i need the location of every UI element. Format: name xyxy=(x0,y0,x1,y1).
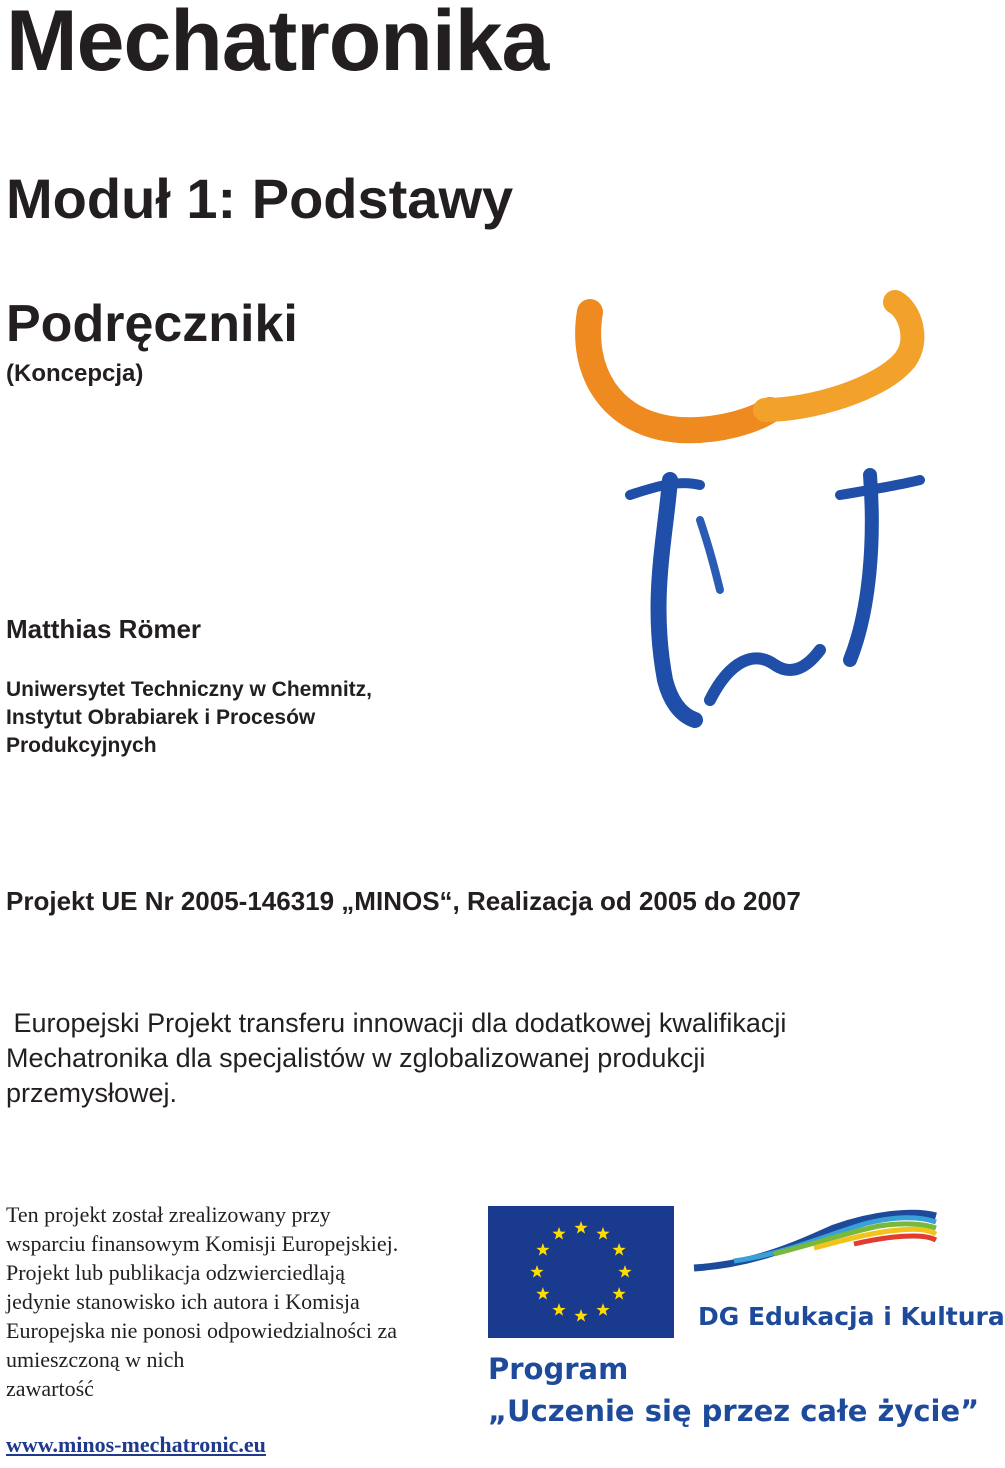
project-number: Projekt UE Nr 2005-146319 „MINOS“, Realizacja od 2005 do 2007 xyxy=(6,886,801,916)
logo-stroke-eye xyxy=(700,520,720,590)
disclaimer-line: jedynie stanowisko ich autora i Komisja xyxy=(6,1289,360,1314)
bull-head-logo xyxy=(570,280,950,740)
program-name: „Uczenie się przez całe życie” xyxy=(488,1394,980,1428)
disclaimer-line: zawartość xyxy=(6,1376,94,1401)
website-link[interactable]: www.minos-mechatronic.eu xyxy=(6,1432,266,1457)
project-description xyxy=(6,1006,906,1111)
manuals-heading: Podręczniki xyxy=(6,295,298,353)
logo-stroke-mouth xyxy=(710,650,820,700)
description-line: przemysłowej. xyxy=(6,1078,178,1108)
logo-stroke-right-brow xyxy=(840,480,920,495)
disclaimer-line: umieszczoną w nich xyxy=(6,1347,185,1372)
concept-subtitle: (Koncepcja) xyxy=(6,360,144,387)
program-label: Program xyxy=(488,1352,629,1386)
institution xyxy=(6,676,372,760)
institution-line: Uniwersytet Techniczny w Chemnitz, xyxy=(6,678,373,701)
logo-horn-left xyxy=(588,312,770,430)
logo-horn-right xyxy=(765,302,912,410)
description-line: Mechatronika dla specjalistów w zglobalizowanej produkcji xyxy=(6,1043,706,1073)
institution-line: Produkcyjnych xyxy=(6,734,157,757)
disclaimer-line: wsparciu finansowym Komisji Europejskiej. xyxy=(6,1231,399,1256)
logo-stroke-left-face xyxy=(659,480,695,720)
lifelong-learning-swoosh-icon xyxy=(674,1206,944,1296)
description-line: Europejski Projekt transferu innowacji dla dodatkowej kwalifikacji xyxy=(6,1008,787,1038)
author-name: Matthias Römer xyxy=(6,614,202,644)
dg-education-culture: DG Edukacja i Kultura xyxy=(698,1302,1005,1331)
eu-flag-icon xyxy=(488,1206,674,1338)
module-heading: Moduł 1: Podstawy xyxy=(6,167,514,230)
disclaimer-line: Ten projekt został zrealizowany przy xyxy=(6,1202,331,1227)
disclaimer-line: Projekt lub publikacja odzwierciedlają xyxy=(6,1260,346,1285)
eu-program-logo xyxy=(488,1206,1005,1436)
document-title: Mechatronika xyxy=(6,0,549,89)
disclaimer-line: Europejska nie ponosi odpowiedzialności za xyxy=(6,1318,398,1343)
institution-line: Instytut Obrabiarek i Procesów xyxy=(6,706,316,729)
logo-stroke-right-face xyxy=(850,475,872,660)
funding-disclaimer xyxy=(6,1200,398,1403)
